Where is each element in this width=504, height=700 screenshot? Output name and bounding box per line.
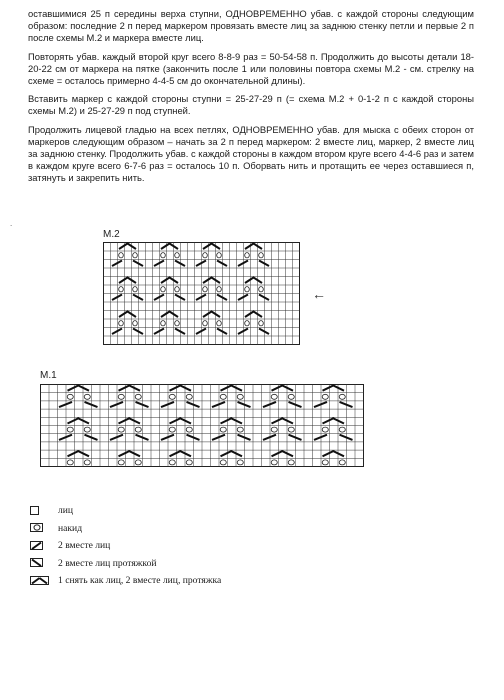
legend-item: [30, 502, 330, 520]
yarn-over-symbol: [119, 253, 124, 258]
legend-item: [30, 520, 330, 538]
yarn-over-symbol: [186, 394, 192, 399]
yarn-over-symbol: [175, 287, 180, 292]
yarn-over-symbol: [288, 427, 294, 432]
paragraph-3: Вставить маркер с каждой стороны ступни = 25-27-29 п (= схема М.2 + 0-1-2 п с каждой стороны схемы М.2) и 25-27-29 п под ступней.: [28, 93, 474, 117]
yarn-over-symbol: [237, 427, 243, 432]
yarn-over-symbol: [84, 427, 90, 432]
yarn-over-symbol: [220, 460, 226, 465]
yarn-over-symbol: [259, 321, 264, 326]
yarn-over-symbol: [245, 287, 250, 292]
yarn-over-symbol: [288, 460, 294, 465]
margin-dot: .: [10, 219, 13, 228]
yarn-over-symbol: [203, 321, 208, 326]
paragraph-1: оставшимися 25 п середины верха ступни, ОДНОВРЕМЕННО убав. с каждой стороны следующим образом: последние 2 п перед маркером провязать вместе лиц за заднюю стенку петли и первые 2 п после схемы М.2 и маркера вместе лиц.: [28, 8, 474, 44]
yarn-over-symbol: [84, 394, 90, 399]
arrow-indicator: ←: [312, 286, 326, 302]
chart-m1-grid: [40, 384, 370, 468]
yarn-over-symbol: [133, 253, 138, 258]
yarn-over-symbol: [67, 460, 73, 465]
yarn-over-symbol: [119, 321, 124, 326]
legend-item: [30, 572, 330, 590]
chart-m1-label: М.1: [40, 370, 57, 381]
yarn-over-symbol: [339, 427, 345, 432]
yarn-over-symbol: [217, 253, 222, 258]
yarn-over-symbol: [175, 253, 180, 258]
yarn-over-symbol: [67, 427, 73, 432]
yarn-over-symbol: [133, 287, 138, 292]
yarn-over-symbol: [220, 394, 226, 399]
yarn-over-symbol: [322, 394, 328, 399]
knit-square-icon: [30, 506, 40, 516]
yarn-over-symbol: [203, 287, 208, 292]
k2tog-tbl-icon: [30, 558, 44, 568]
yarn-over-symbol: [161, 253, 166, 258]
yarn-over-symbol: [271, 427, 277, 432]
instructions-text: [28, 8, 474, 191]
yarn-over-symbol: [161, 321, 166, 326]
paragraph-2: Повторять убав. каждый второй круг всего 8-8-9 раз = 50-54-58 п. Продолжить до высоты детали 18-20-22 см от маркера на пятке (закончить после 1 или половины повтора схемы М.2 - см. стрелку на схеме = осталось примерно 4-4-5 см до окончательной длины).: [28, 50, 474, 87]
sk2p-icon: [30, 576, 50, 586]
yarn-over-symbol: [135, 460, 141, 465]
yarn-over-symbol: [135, 394, 141, 399]
yarn-over-symbol: [259, 287, 264, 292]
yarn-over-symbol: [271, 460, 277, 465]
yarn-over-symbol: [67, 394, 73, 399]
legend-text: лиц: [58, 505, 74, 517]
yarn-over-symbol: [288, 394, 294, 399]
legend-text: 2 вместе лиц протяжкой: [58, 557, 157, 569]
legend: [30, 502, 330, 590]
yarn-over-symbol: [237, 394, 243, 399]
legend-text: 2 вместе лиц: [58, 540, 111, 552]
yarn-over-symbol: [118, 394, 124, 399]
yarn-over-symbol: [133, 321, 138, 326]
yarn-over-symbol: [175, 321, 180, 326]
yarn-over-symbol: [245, 253, 250, 258]
yarn-over-symbol: [203, 253, 208, 258]
chart-m2-grid: [103, 242, 303, 346]
yarn-over-symbol: [322, 460, 328, 465]
k2tog-icon: [30, 541, 44, 551]
yarn-over-symbol: [186, 427, 192, 432]
legend-text: 1 снять как лиц, 2 вместе лиц, протяжка: [58, 575, 222, 587]
yarn-over-symbol: [161, 287, 166, 292]
yarn-over-symbol: [339, 460, 345, 465]
yarn-over-symbol: [169, 460, 175, 465]
yarn-over-symbol: [118, 427, 124, 432]
yarn-over-symbol: [169, 394, 175, 399]
legend-item: [30, 555, 330, 573]
legend-item: [30, 537, 330, 555]
yarn-over-symbol: [237, 460, 243, 465]
paragraph-4: Продолжить лицевой гладью на всех петлях, ОДНОВРЕМЕННО убав. для мыска с обеих сторон от маркеров следующим образом – начать за 2 п перед маркером: 2 вместе лиц, маркер, 2 вместе лиц за заднюю стенку. Продолжить убав. с каждой стороны в каждом втором круге всего 4-4-6 раз и затем в каждом круге всего 6-7-6 раз = осталось 10 п. Оборвать нить и протащить ее через оставшиеся п, затянуть и закрепить нить.: [28, 123, 474, 184]
yarn-over-symbol: [220, 427, 226, 432]
yarn-over-icon: [30, 523, 44, 533]
yarn-over-symbol: [245, 321, 250, 326]
yarn-over-symbol: [84, 460, 90, 465]
yarn-over-symbol: [259, 253, 264, 258]
yarn-over-symbol: [135, 427, 141, 432]
yarn-over-symbol: [339, 394, 345, 399]
chart-m2-label: М.2: [103, 229, 120, 240]
legend-text: накид: [58, 522, 83, 534]
yarn-over-symbol: [217, 287, 222, 292]
yarn-over-symbol: [271, 394, 277, 399]
yarn-over-symbol: [322, 427, 328, 432]
yarn-over-symbol: [217, 321, 222, 326]
yarn-over-symbol: [186, 460, 192, 465]
yarn-over-symbol: [169, 427, 175, 432]
yarn-over-symbol: [118, 460, 124, 465]
yarn-over-symbol: [119, 287, 124, 292]
